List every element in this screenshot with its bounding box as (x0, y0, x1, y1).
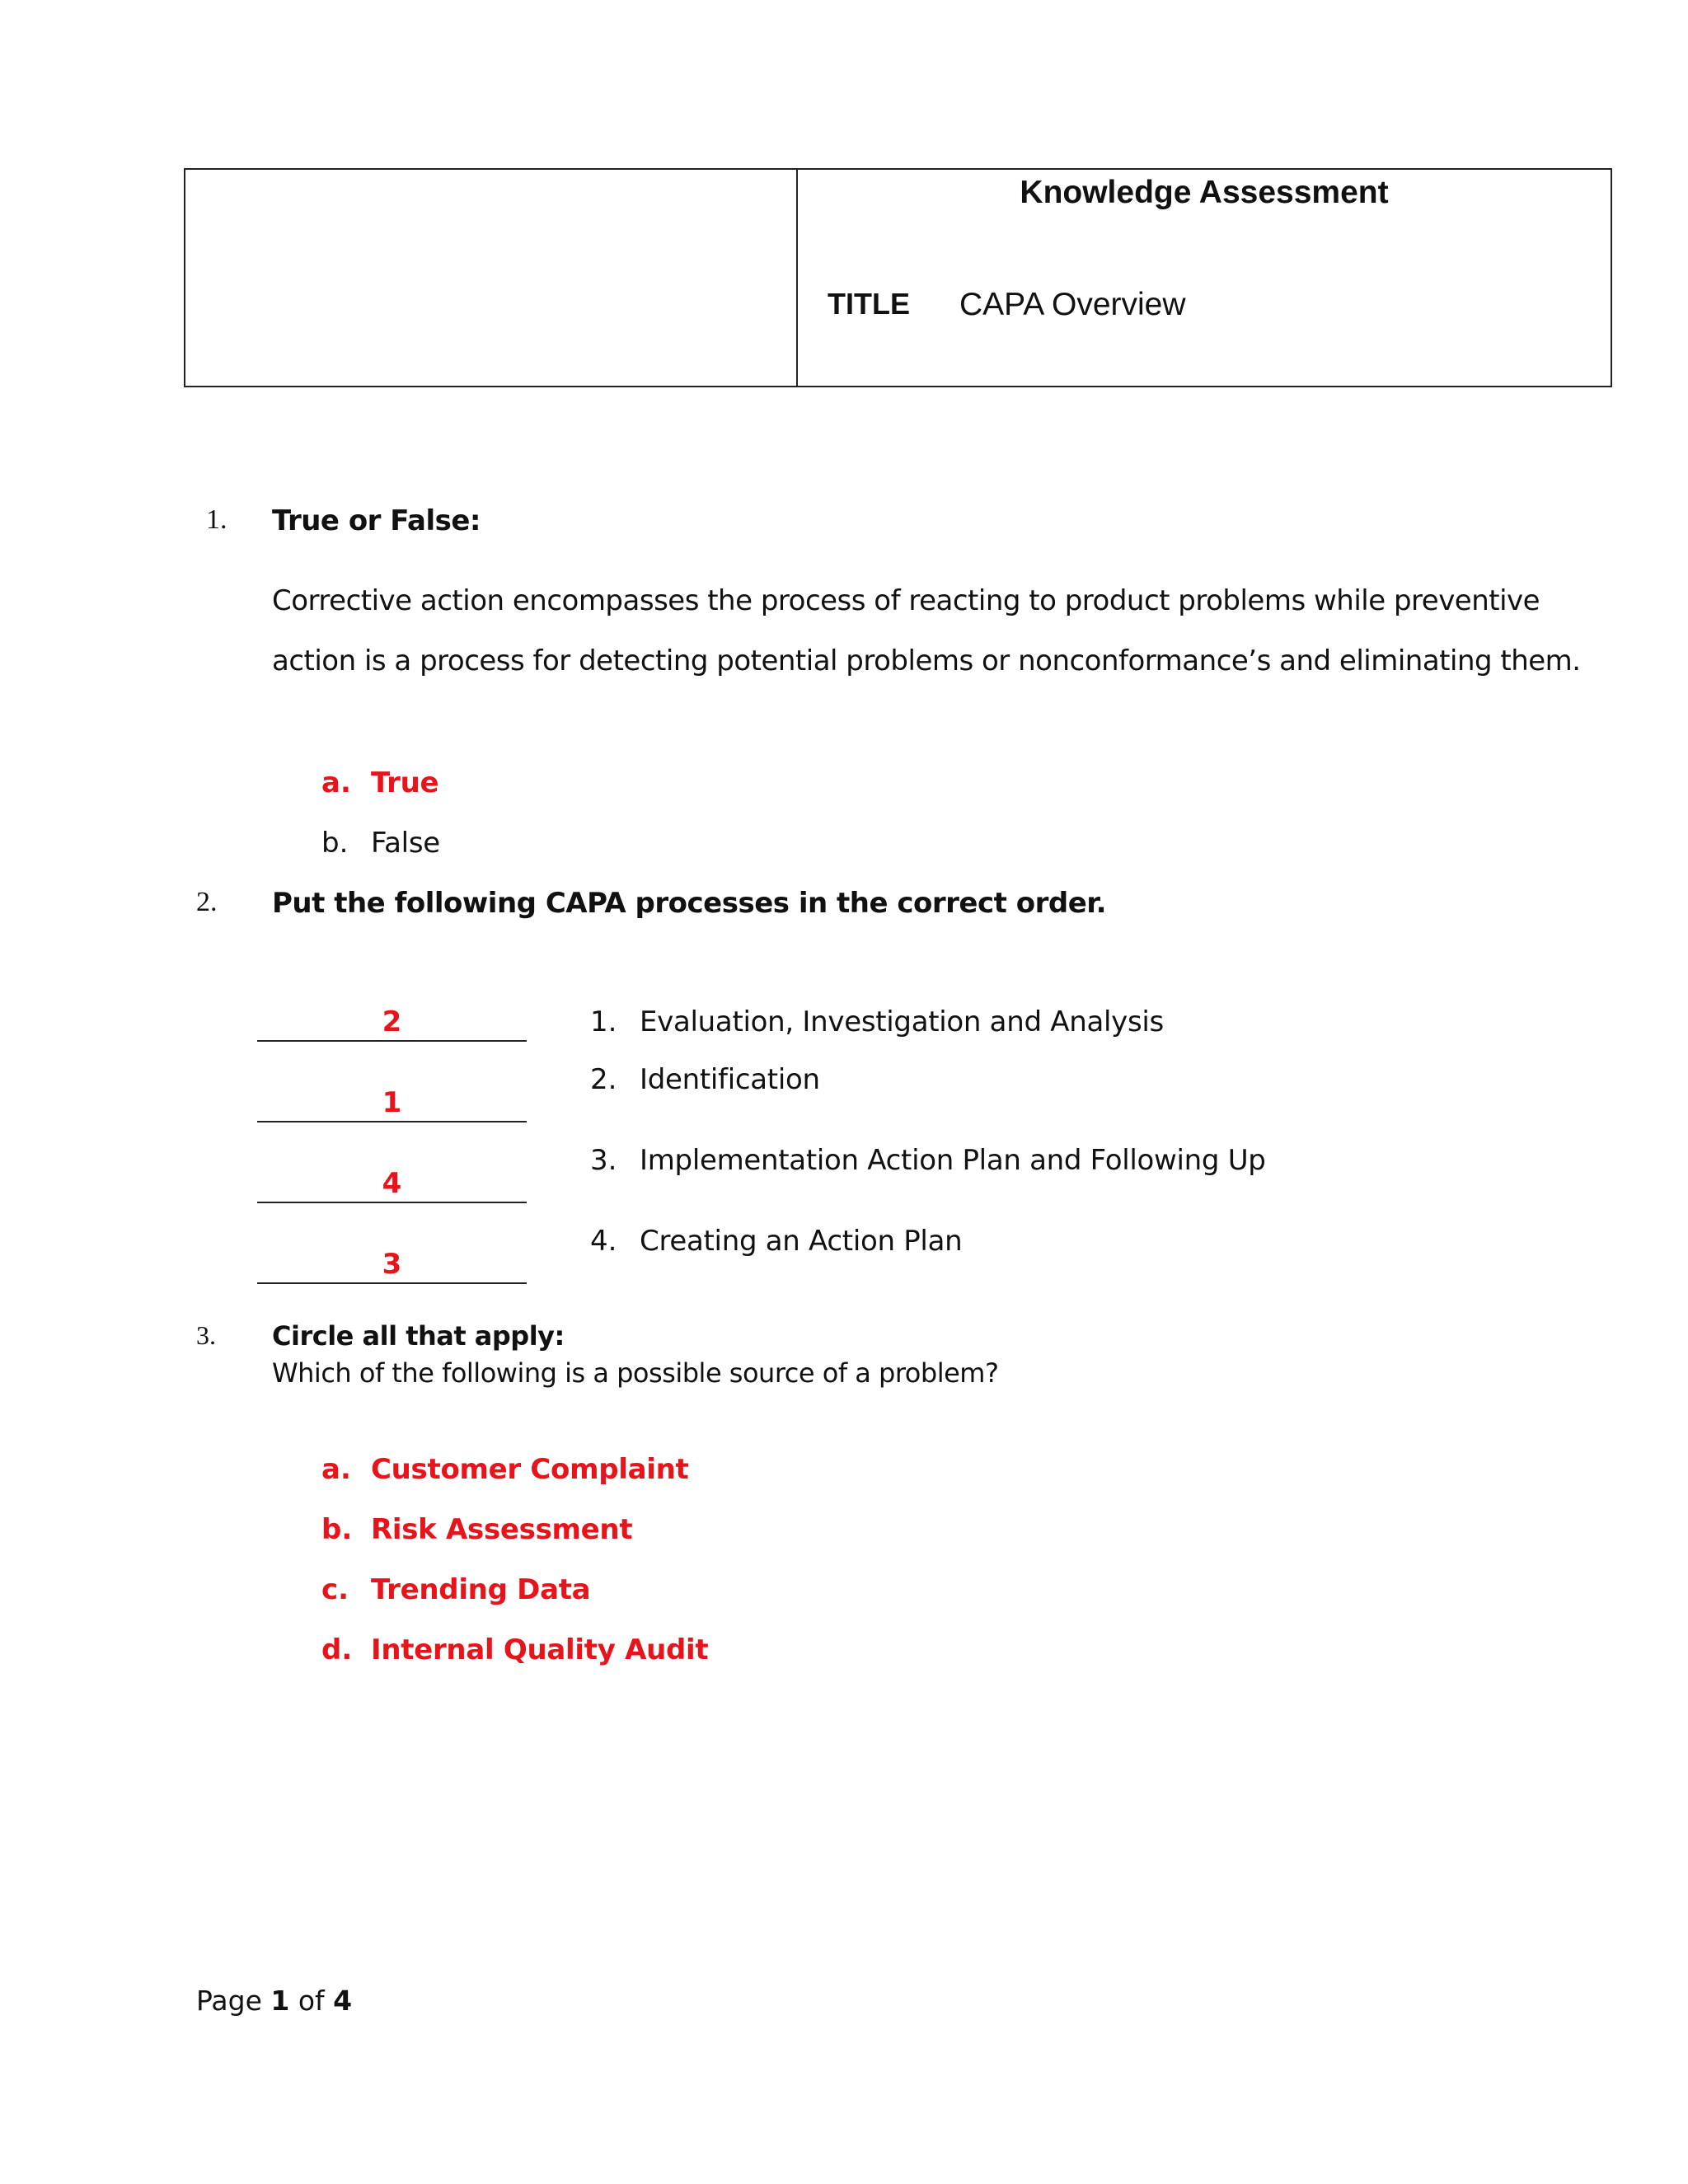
q2-item-2-number: 2. (590, 1063, 617, 1096)
q1-heading: True or False: (272, 504, 481, 537)
q1-statement-line2: action is a process for detecting potential problems or nonconformance’s and eliminating them. (272, 644, 1581, 677)
q2-blank-answer-3: 4 (382, 1167, 402, 1200)
q3-option-b-letter: b. (321, 1513, 353, 1546)
q2-item-3-number: 3. (590, 1144, 617, 1177)
q3-option-a[interactable]: Customer Complaint (371, 1453, 689, 1486)
q2-blank-answer-1: 2 (382, 1005, 402, 1038)
q1-number: 1. (206, 504, 227, 535)
page-footer (196, 1985, 352, 2017)
q3-question: Which of the following is a possible source of a problem? (272, 1357, 999, 1389)
document-heading: Knowledge Assessment (1020, 175, 1389, 210)
footer-of-word: of (298, 1985, 325, 2017)
q1-option-b[interactable]: False (371, 827, 440, 860)
q2-blank-line-4[interactable] (257, 1282, 527, 1284)
q2-item-1: Evaluation, Investigation and Analysis (640, 1005, 1164, 1038)
q3-option-d-letter: d. (321, 1633, 353, 1666)
q2-blank-line-3[interactable] (257, 1202, 527, 1203)
q2-item-1-number: 1. (590, 1005, 617, 1038)
title-label: TITLE (828, 287, 910, 321)
footer-page-word: Page (196, 1985, 262, 2017)
q1-statement-line1: Corrective action encompasses the process of reacting to product problems while preventive (272, 584, 1540, 617)
q3-heading: Circle all that apply: (272, 1320, 565, 1352)
q2-item-4: Creating an Action Plan (640, 1225, 963, 1258)
footer-page-total: 4 (333, 1985, 353, 2017)
q1-option-a[interactable]: True (371, 766, 439, 799)
q3-option-c[interactable]: Trending Data (371, 1573, 591, 1606)
q2-number: 2. (196, 887, 218, 917)
q2-item-4-number: 4. (590, 1225, 617, 1258)
q3-option-c-letter: c. (321, 1573, 349, 1606)
q2-blank-line-1[interactable] (257, 1040, 527, 1042)
q2-item-3: Implementation Action Plan and Following Up (640, 1144, 1266, 1177)
q3-option-b[interactable]: Risk Assessment (371, 1513, 633, 1546)
q1-option-b-letter: b. (321, 827, 349, 860)
q2-blank-line-2[interactable] (257, 1121, 527, 1122)
q3-option-d[interactable]: Internal Quality Audit (371, 1633, 709, 1666)
footer-page-current: 1 (270, 1985, 290, 2017)
q3-option-a-letter: a. (321, 1453, 351, 1486)
q3-number: 3. (196, 1320, 216, 1350)
q2-heading: Put the following CAPA processes in the correct order. (272, 887, 1107, 920)
q1-option-a-letter: a. (321, 766, 351, 799)
q2-blank-answer-4: 3 (382, 1248, 402, 1281)
q2-blank-answer-2: 1 (382, 1086, 402, 1119)
title-value: CAPA Overview (959, 287, 1186, 322)
q2-item-2: Identification (640, 1063, 820, 1096)
